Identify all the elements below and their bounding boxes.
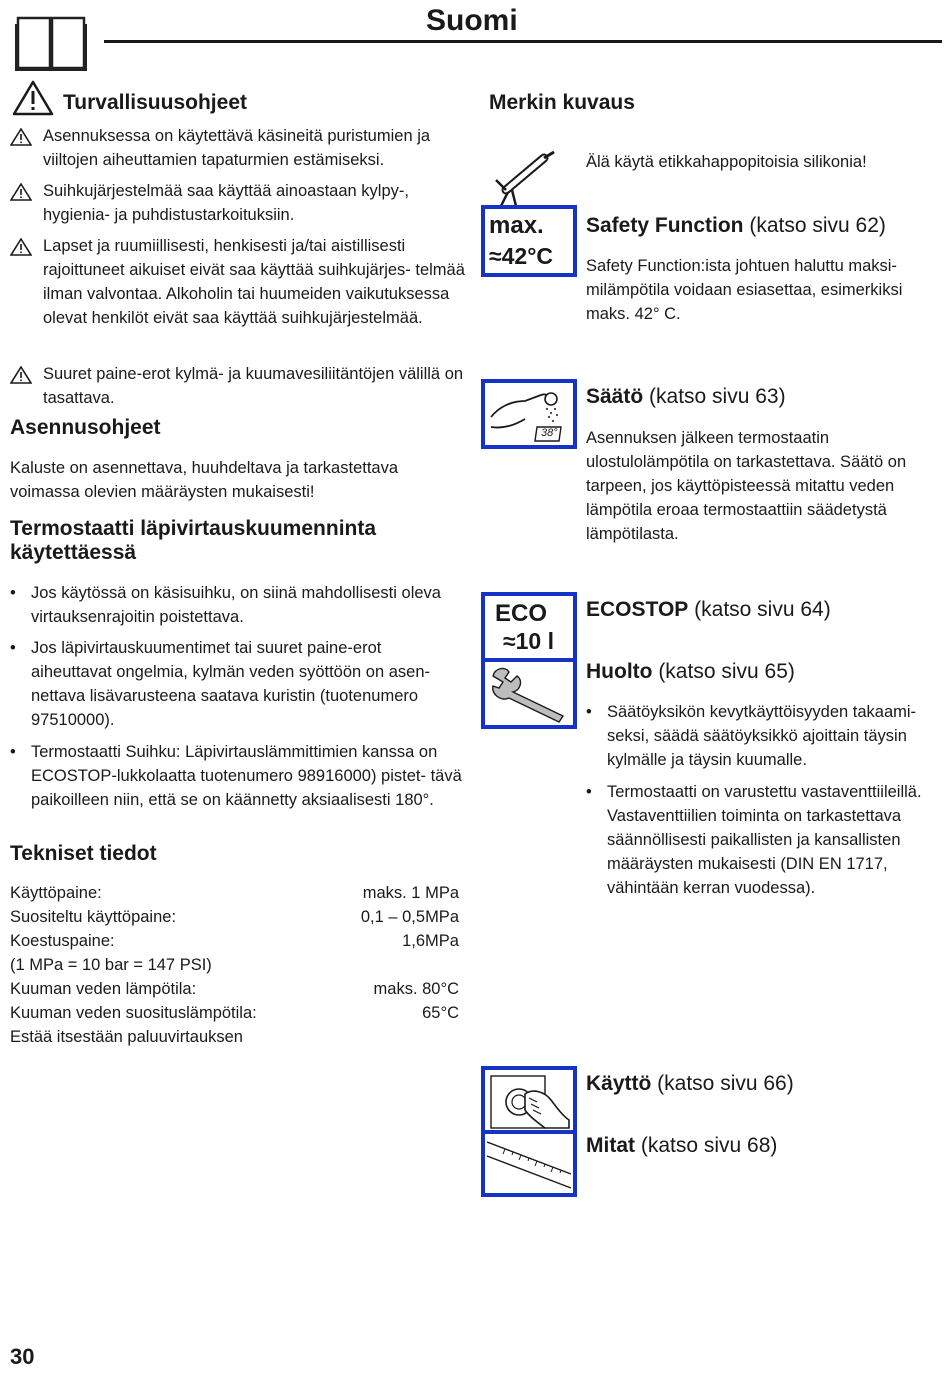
adjust-text: Asennuksen jälkeen termostaatin ulostulolämpötila on tarkastettava. Säätö on tarpeen, jos käyttöpisteessä mitattu veden lämpötila eroaa termostaattiin säädetystä lämpötilasta.: [586, 429, 907, 543]
warning-icon: [10, 183, 32, 201]
eco-wrench-box: [481, 592, 577, 729]
tech-heading: Tekniset tiedot: [10, 842, 157, 865]
tech-row: Käyttöpaine: maks. 1 MPa: [10, 884, 459, 902]
silicone-gun-icon: [492, 150, 562, 210]
safety-function-text: Safety Function:ista johtuen haluttu maksi- milämpötila voidaan esiasettaa, esimerkiksi maks. 42° C.: [586, 257, 903, 323]
wrench-icon: [485, 662, 573, 726]
thermo-bullet: • Jos käytössä on käsisuihku, on siinä mahdollisesti oleva virtauksenrajoitin poistettava.: [10, 581, 462, 629]
header-rule: [104, 40, 942, 43]
tech-row: Suositeltu käyttöpaine: 0,1 – 0,5MPa: [10, 908, 459, 926]
use-section: [485, 1070, 573, 1134]
bullet-dot: •: [10, 584, 16, 602]
tech-row: (1 MPa = 10 bar = 147 PSI): [10, 956, 212, 974]
safety-item: Asennuksessa on käytettävä käsineitä puristumien ja viiltojen aiheuttamien tapaturmien estämiseksi.: [10, 124, 470, 172]
ruler-icon: [485, 1134, 573, 1194]
thermo-heading: Termostaatti läpivirtauskuumenninta käytettäessä: [10, 517, 377, 564]
service-bullet: • Säätöyksikön kevytkäyttöisyyden takaami- seksi, säädä säätöyksikkö ajoittain täysin kylmälle ja täysin kuumalle.: [586, 700, 944, 772]
safety-item: Suuret paine-erot kylmä- ja kuumavesiliitäntöjen välillä on tasattava.: [10, 362, 470, 410]
warning-icon: [10, 366, 32, 384]
ecostop-heading: ECOSTOP (katso sivu 64): [586, 598, 831, 621]
warning-triangle-large-icon: [12, 80, 54, 116]
safety-item: Suihkujärjestelmää saa käyttää ainoastaan kylpy-, hygienia- ja puhdistustarkoituksiin.: [10, 179, 470, 227]
page-title: Suomi: [426, 4, 518, 37]
warning-icon: [10, 128, 32, 146]
warning-icon: [10, 238, 32, 256]
open-book-icon: [14, 10, 88, 72]
bullet-dot: •: [10, 639, 16, 657]
use-heading: Käyttö (katso sivu 66): [586, 1072, 794, 1095]
tech-row: Kuuman veden suosituslämpötila: 65°C: [10, 1004, 459, 1022]
thermo-bullet: • Termostaatti Suihku: Läpivirtauslämmittimien kanssa on ECOSTOP-lukkolaatta tuotenumero 98916000) pistet- tävä paikoilleen niin, että se on käännetty aksiaalisesti 180°.: [10, 740, 462, 812]
bullet-dot: •: [10, 743, 16, 761]
silicone-warning-text: Älä käytä etikkahappopitoisia silikonia!: [586, 153, 867, 171]
service-heading: Huolto (katso sivu 65): [586, 660, 795, 683]
adjust-heading: Säätö (katso sivu 63): [586, 385, 786, 408]
max-temperature-box: max. ≈42°C: [481, 205, 577, 277]
page-number: 30: [10, 1344, 35, 1369]
hand-knob-icon: [485, 1070, 573, 1130]
install-text: Kaluste on asennettava, huuhdeltava ja tarkastettava voimassa olevien määräysten mukaisesti!: [10, 459, 399, 501]
hand-thermometer-icon: [485, 383, 573, 445]
eco-section: ECO ≈10 l: [485, 596, 573, 662]
symbols-heading: Merkin kuvaus: [489, 91, 635, 114]
dimensions-heading: Mitat (katso sivu 68): [586, 1134, 778, 1157]
bullet-dot: •: [586, 703, 592, 721]
tech-row: Koestuspaine: 1,6MPa: [10, 932, 459, 950]
safety-item: Lapset ja ruumiillisesti, henkisesti ja/tai aistillisesti rajoittuneet aikuiset eivät saa käyttää suihkujärjes- telmää ilman valvontaa. Alkoholin tai huumeiden vaikutuksessa olevat henkilöt eivät saa käyttää suihkujärjestelmää.: [10, 234, 470, 330]
adjustment-icon-box: [481, 379, 577, 449]
safety-heading: Turvallisuusohjeet: [63, 91, 247, 114]
safety-function-heading: Safety Function (katso sivu 62): [586, 214, 886, 237]
tech-row: Estää itsestään paluuvirtauksen: [10, 1028, 243, 1046]
temperature-display: 38°: [541, 427, 558, 439]
bullet-dot: •: [586, 783, 592, 801]
thermo-bullet: • Jos läpivirtauskuumentimet tai suuret paine-erot aiheuttavat ongelmia, kylmän veden syöttöön on asen- nettava lisävarusteena saatava kuristin (tuotenumero 97510000).: [10, 636, 462, 732]
service-bullet: • Termostaatti on varustettu vastaventtiileillä. Vastaventtiilien toiminta on tarkastettava säännöllisesti paikallisten ja kansallisten määräysten mukaisesti (DIN EN 1717, vähintään kerran vuodessa).: [586, 780, 944, 900]
tech-row: Kuuman veden lämpötila: maks. 80°C: [10, 980, 459, 998]
install-heading: Asennusohjeet: [10, 416, 161, 439]
use-dimensions-box: [481, 1066, 577, 1197]
